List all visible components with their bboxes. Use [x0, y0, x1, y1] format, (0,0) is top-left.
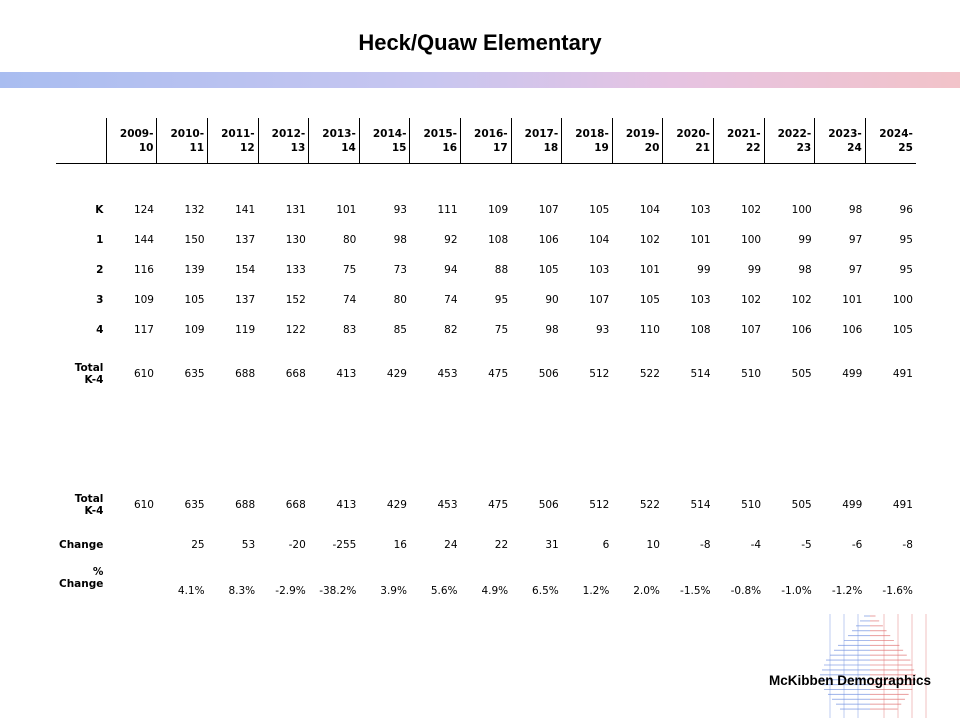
- table-cell: 98: [545, 324, 559, 336]
- table-cell: 92: [444, 234, 458, 246]
- table-cell: 141: [235, 204, 256, 216]
- table-cell: 110: [639, 324, 660, 336]
- table-cell: -4: [750, 539, 762, 551]
- year-header: 2017- 18: [511, 118, 562, 164]
- spacer-row: [56, 403, 916, 479]
- table-cell: [106, 164, 157, 196]
- table-cell: 139: [184, 264, 205, 276]
- table-cell: -8: [700, 539, 711, 551]
- table-cell: 154: [235, 264, 256, 276]
- table-cell: 475: [488, 499, 509, 511]
- table-cell: 475: [488, 368, 509, 380]
- grade-row-4: [56, 315, 916, 345]
- row-label: [56, 403, 106, 479]
- table-cell: 116: [133, 264, 154, 276]
- table-cell: 105: [639, 294, 660, 306]
- table-cell: 98: [798, 264, 812, 276]
- percent-change-row: [56, 559, 916, 599]
- table-cell: 100: [892, 294, 913, 306]
- company-logo-text: McKibben Demographics: [769, 673, 932, 688]
- table-cell: 133: [285, 264, 306, 276]
- table-cell: 514: [690, 499, 711, 511]
- table-cell: 514: [690, 368, 711, 380]
- table-cell: 610: [133, 499, 154, 511]
- table-cell: [106, 403, 157, 479]
- table-cell: -255: [332, 539, 357, 551]
- table-cell: 131: [285, 204, 306, 216]
- table-cell: [309, 164, 360, 196]
- table-cell: 8.3%: [228, 585, 256, 597]
- page-title: Heck/Quaw Elementary: [358, 30, 602, 55]
- grade-row-1: [56, 225, 916, 255]
- year-header: 2010- 11: [157, 118, 208, 164]
- row-label: Change: [59, 539, 104, 551]
- table-cell: 6.5%: [532, 585, 559, 597]
- table-cell: 103: [690, 294, 711, 306]
- table-cell: 98: [848, 204, 863, 216]
- table-cell: [258, 164, 309, 196]
- row-label: 2: [96, 264, 104, 276]
- table-cell: 635: [184, 368, 205, 380]
- table-cell: 111: [437, 204, 458, 216]
- table-cell: -20: [288, 539, 306, 551]
- row-label: [56, 164, 106, 196]
- header-blank: [56, 118, 106, 164]
- table-cell: 5.6%: [430, 585, 458, 597]
- table-cell: -0.8%: [730, 585, 762, 597]
- table-cell: 499: [842, 499, 863, 511]
- row-label: Total K-4: [74, 362, 104, 386]
- table-cell: 2.0%: [633, 585, 660, 597]
- table-cell: [511, 164, 562, 196]
- table-cell: -6: [851, 539, 863, 551]
- table-cell: [865, 164, 916, 196]
- table-cell: [764, 164, 815, 196]
- table-cell: 124: [133, 204, 154, 216]
- table-cell: [309, 403, 360, 479]
- table-cell: [461, 403, 512, 479]
- total-row: [56, 345, 916, 403]
- table-cell: [157, 403, 208, 479]
- table-cell: 106: [791, 324, 812, 336]
- year-header: 2009- 10: [106, 118, 157, 164]
- table-cell: 117: [133, 324, 154, 336]
- table-cell: [815, 164, 866, 196]
- table-cell: 88: [494, 264, 509, 276]
- table-cell: [208, 164, 259, 196]
- table-cell: 107: [538, 204, 559, 216]
- table-cell: 98: [393, 234, 407, 246]
- table-cell: 75: [494, 324, 509, 336]
- table-cell: 137: [235, 294, 256, 306]
- table-cell: 453: [437, 499, 458, 511]
- row-label: 3: [96, 294, 104, 306]
- table-cell: 453: [437, 368, 458, 380]
- table-cell: [461, 164, 512, 196]
- table-cell: 132: [184, 204, 205, 216]
- grade-row-3: [56, 285, 916, 315]
- table-cell: 491: [892, 499, 913, 511]
- table-cell: 668: [285, 368, 306, 380]
- table-cell: 74: [444, 294, 458, 306]
- table-cell: 510: [741, 499, 762, 511]
- table-cell: 130: [285, 234, 306, 246]
- table-cell: [359, 403, 410, 479]
- table-cell: 73: [393, 264, 407, 276]
- table-cell: 137: [235, 234, 256, 246]
- table-cell: 22: [494, 539, 509, 551]
- year-header: 2019- 20: [612, 118, 663, 164]
- table-cell: 80: [342, 234, 357, 246]
- table-cell: [511, 403, 562, 479]
- table-cell: 94: [444, 264, 458, 276]
- table-cell: -1.2%: [831, 585, 863, 597]
- year-header: 2020- 21: [663, 118, 714, 164]
- table-cell: 31: [545, 539, 559, 551]
- table-cell: 506: [538, 368, 559, 380]
- table-cell: 105: [892, 324, 913, 336]
- year-header: 2011- 12: [208, 118, 259, 164]
- table-cell: 108: [488, 234, 509, 246]
- table-cell: -5: [801, 539, 812, 551]
- table-cell: 95: [899, 234, 913, 246]
- table-cell: 75: [342, 264, 357, 276]
- table-cell: 109: [184, 324, 205, 336]
- table-cell: 53: [241, 539, 256, 551]
- table-cell: [815, 403, 866, 479]
- logo-pyramid-graphic: [808, 612, 952, 720]
- table-cell: 102: [741, 204, 762, 216]
- table-cell: 102: [639, 234, 660, 246]
- table-cell: -38.2%: [319, 585, 357, 597]
- table-cell: 105: [184, 294, 205, 306]
- table-cell: 103: [589, 264, 610, 276]
- table-cell: 10: [646, 539, 660, 551]
- table-cell: 95: [494, 294, 509, 306]
- table-cell: [562, 164, 613, 196]
- table-cell: 101: [336, 204, 357, 216]
- table-cell: 499: [842, 368, 863, 380]
- total-row-repeat: [56, 479, 916, 531]
- row-label: 1: [96, 234, 104, 246]
- spacer-row: [56, 164, 916, 196]
- table-cell: 93: [595, 324, 610, 336]
- table-cell: 1.2%: [582, 585, 610, 597]
- row-label: % Change: [59, 566, 104, 590]
- table-cell: 152: [285, 294, 306, 306]
- table-cell: 512: [589, 368, 610, 380]
- table-cell: 102: [741, 294, 762, 306]
- year-header-row: [56, 118, 916, 164]
- table-cell: 93: [393, 204, 407, 216]
- gradient-banner: [0, 72, 960, 88]
- change-row: [56, 531, 916, 559]
- row-label: K: [95, 204, 104, 216]
- table-cell: 90: [545, 294, 559, 306]
- table-cell: 610: [133, 368, 154, 380]
- year-header: 2021- 22: [714, 118, 765, 164]
- table-cell: 144: [133, 234, 154, 246]
- table-cell: 491: [892, 368, 913, 380]
- table-cell: [663, 403, 714, 479]
- table-cell: [106, 559, 157, 599]
- table-cell: 635: [184, 499, 205, 511]
- table-cell: 16: [393, 539, 407, 551]
- table-cell: 108: [690, 324, 711, 336]
- table-cell: 3.9%: [380, 585, 407, 597]
- table-cell: -8: [902, 539, 913, 551]
- table-cell: 506: [538, 499, 559, 511]
- table-cell: 107: [741, 324, 762, 336]
- table-cell: 688: [235, 368, 256, 380]
- table-cell: 522: [639, 499, 660, 511]
- table-cell: 106: [842, 324, 863, 336]
- year-header: 2012- 13: [258, 118, 309, 164]
- table-cell: 510: [741, 368, 762, 380]
- table-cell: [410, 164, 461, 196]
- table-cell: 103: [690, 204, 711, 216]
- table-cell: 107: [589, 294, 610, 306]
- table-cell: 101: [842, 294, 863, 306]
- row-label: Total K-4: [74, 493, 104, 517]
- table-cell: 6: [602, 539, 610, 551]
- table-cell: [258, 403, 309, 479]
- table-cell: 122: [285, 324, 306, 336]
- year-header: 2023- 24: [815, 118, 866, 164]
- table-cell: [410, 403, 461, 479]
- table-cell: 83: [342, 324, 357, 336]
- enrollment-table: [56, 118, 916, 599]
- table-cell: 96: [899, 204, 913, 216]
- table-cell: 25: [191, 539, 205, 551]
- year-header: 2022- 23: [764, 118, 815, 164]
- year-header: 2013- 14: [309, 118, 360, 164]
- table-cell: 99: [747, 264, 762, 276]
- table-cell: -2.9%: [275, 585, 306, 597]
- table-cell: 99: [798, 234, 812, 246]
- table-cell: 505: [791, 499, 812, 511]
- table-cell: 106: [538, 234, 559, 246]
- table-cell: 512: [589, 499, 610, 511]
- table-cell: [612, 164, 663, 196]
- table-cell: 429: [386, 499, 407, 511]
- year-header: 2024- 25: [865, 118, 916, 164]
- table-cell: 668: [285, 499, 306, 511]
- table-cell: 104: [589, 234, 610, 246]
- table-cell: 97: [848, 234, 863, 246]
- row-label: 4: [96, 324, 104, 336]
- table-cell: [865, 403, 916, 479]
- table-cell: 99: [697, 264, 711, 276]
- table-cell: 109: [133, 294, 154, 306]
- table-cell: [359, 164, 410, 196]
- table-cell: 74: [342, 294, 357, 306]
- table-cell: 105: [538, 264, 559, 276]
- table-cell: 505: [791, 368, 812, 380]
- table-cell: 688: [235, 499, 256, 511]
- table-cell: [157, 164, 208, 196]
- table-cell: 105: [589, 204, 610, 216]
- table-cell: [764, 403, 815, 479]
- table-cell: [714, 403, 765, 479]
- table-cell: 101: [690, 234, 711, 246]
- table-cell: [612, 403, 663, 479]
- table-cell: [663, 164, 714, 196]
- table-cell: 109: [488, 204, 509, 216]
- grade-row-2: [56, 255, 916, 285]
- table-cell: -1.5%: [680, 585, 711, 597]
- table-cell: 522: [639, 368, 660, 380]
- table-cell: [106, 531, 157, 559]
- table-cell: -1.6%: [882, 585, 913, 597]
- table-cell: [208, 403, 259, 479]
- table-cell: 4.9%: [481, 585, 509, 597]
- table-cell: 80: [393, 294, 407, 306]
- table-cell: 95: [899, 264, 913, 276]
- table-cell: 82: [444, 324, 458, 336]
- table-cell: -1.0%: [781, 585, 812, 597]
- table-cell: 100: [741, 234, 762, 246]
- table-cell: 104: [639, 204, 660, 216]
- grade-row-K: [56, 195, 916, 225]
- table-cell: 101: [639, 264, 660, 276]
- table-cell: 429: [386, 368, 407, 380]
- table-cell: 413: [336, 368, 357, 380]
- year-header: 2018- 19: [562, 118, 613, 164]
- table-cell: [562, 403, 613, 479]
- table-cell: 150: [184, 234, 205, 246]
- table-cell: 100: [791, 204, 812, 216]
- year-header: 2014- 15: [359, 118, 410, 164]
- table-cell: 413: [336, 499, 357, 511]
- table-cell: 4.1%: [177, 585, 205, 597]
- year-header: 2016- 17: [461, 118, 512, 164]
- table-cell: 97: [848, 264, 863, 276]
- table-cell: 119: [235, 324, 256, 336]
- table-cell: 102: [791, 294, 812, 306]
- year-header: 2015- 16: [410, 118, 461, 164]
- table-cell: [714, 164, 765, 196]
- table-cell: 85: [393, 324, 407, 336]
- table-cell: 24: [444, 539, 458, 551]
